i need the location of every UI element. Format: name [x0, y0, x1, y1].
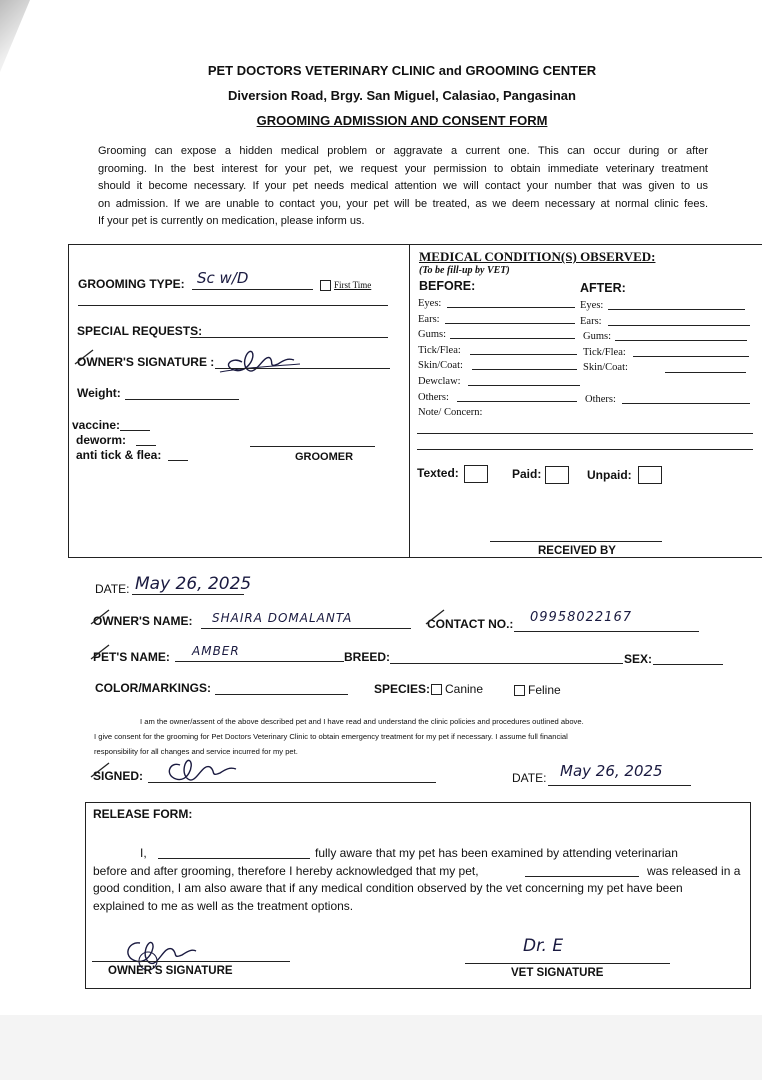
species-label: SPECIES:: [374, 682, 431, 696]
table-divider: [409, 244, 410, 557]
before-list: [418, 296, 482, 421]
note-label: Note/ Concern:: [418, 407, 483, 419]
grooming-type-label: GROOMING TYPE:: [78, 277, 185, 291]
medical-title: MEDICAL CONDITION(S) OBSERVED:: [419, 249, 656, 264]
medical-subtitle: (To be fill-up by VET): [419, 265, 510, 276]
pet-name-label: PET'S NAME:: [93, 650, 170, 664]
paid-label: Paid:: [512, 467, 542, 481]
groomer-signature-line: [250, 446, 375, 447]
special-requests-field[interactable]: [190, 337, 388, 338]
color-label: COLOR/MARKINGS:: [95, 681, 211, 695]
owner-signature-mark: [212, 344, 302, 378]
consent-date-value: May 26, 2025: [560, 762, 663, 780]
paid-checkbox[interactable]: [545, 466, 569, 484]
special-requests-label: SPECIAL REQUESTS:: [77, 324, 203, 338]
before-ears: Ears:: [418, 313, 440, 325]
unpaid-checkbox[interactable]: [638, 466, 662, 484]
before-dewclaw: Dewclaw:: [418, 375, 461, 387]
owner-signature-release-label: OWNER'S SIGNATURE: [108, 965, 233, 977]
before-eyes: Eyes:: [418, 298, 442, 309]
signed-strike: [89, 761, 111, 779]
sex-field[interactable]: [653, 664, 723, 665]
owner-name-strike: [89, 608, 111, 626]
release-paragraph: I, fully aware that my pet has been examined by attending veterinarian before and after grooming, therefore I hereby acknowledged that my pet, was released in a good condition, I am also aware that if any medical condition observed by the vet concerning my pet have been explained to me as well as the treatment options.: [93, 846, 741, 913]
received-by-label: RECEIVED BY: [538, 545, 616, 557]
contact-value: 09958022167: [530, 610, 632, 625]
consent-paragraph: I am the owner/assent of the above described pet and I have read and understand the clinic policies and procedures outlined above. I give consent for the grooming for Pet Doctors Veterinary Clinic to obtain emergency treatment for my pet if necessary. I assume full financial responsibility for all changes and service incurred for my pet.: [94, 717, 584, 756]
received-by-line: [490, 541, 662, 542]
before-tick: Tick/Flea:: [418, 344, 461, 356]
after-ears: Ears:: [580, 315, 602, 327]
clinic-address: Diversion Road, Brgy. San Miguel, Calasiao, Pangasinan: [228, 88, 576, 103]
before-skin: Skin/Coat:: [418, 360, 463, 372]
after-eyes: Eyes:: [580, 300, 604, 311]
owner-signature-label: OWNER'S SIGNATURE :: [77, 355, 215, 369]
texted-checkbox[interactable]: [464, 465, 488, 483]
weight-label: Weight:: [77, 386, 121, 400]
deworm-field[interactable]: [136, 445, 156, 446]
vaccine-field[interactable]: [120, 430, 150, 431]
anti-tick-label: anti tick & flea:: [76, 448, 162, 462]
grooming-type-value: Sc w/D: [197, 269, 249, 287]
weight-field[interactable]: [125, 399, 239, 400]
texted-label: Texted:: [417, 466, 459, 480]
contact-strike: [424, 608, 446, 626]
release-pet-name-field[interactable]: [525, 876, 639, 877]
owner-label-strike: [73, 348, 95, 366]
after-skin: Skin/Coat:: [583, 362, 628, 374]
color-field[interactable]: [215, 694, 348, 695]
intro-paragraph: Grooming can expose a hidden medical problem or aggravate a current one. This can occur during or after grooming. In the best interest for your pet, we request your permission to obtain immediate veterinary treatment should it become necessary. If your pet needs medical attention we will contact your number that was given to us on admission. If we are unable to contact you, your pet will be treated, as we deem necessary at normal clinic fees. If your pet is currently on medication, please inform us.: [98, 145, 708, 227]
date-label: DATE:: [95, 582, 130, 596]
after-tick: Tick/Flea:: [583, 346, 626, 358]
scan-edge-shadow: [0, 0, 30, 72]
after-others: Others:: [585, 393, 616, 405]
before-label: BEFORE:: [419, 279, 476, 293]
contact-label: CONTACT NO.:: [427, 617, 514, 631]
anti-tick-field[interactable]: [168, 460, 188, 461]
owner-name-label: OWNER'S NAME:: [93, 614, 193, 628]
before-gums: Gums:: [418, 329, 447, 341]
breed-field[interactable]: [390, 663, 623, 664]
clinic-name: PET DOCTORS VETERINARY CLINIC and GROOMING CENTER: [207, 63, 597, 78]
signed-label: SIGNED:: [93, 769, 144, 783]
vet-signature-value: Dr. E: [523, 936, 564, 956]
breed-label: BREED:: [344, 650, 391, 664]
canine-option[interactable]: Canine: [431, 682, 483, 696]
before-others: Others:: [418, 391, 449, 403]
deworm-label: deworm:: [76, 433, 127, 447]
vaccine-label: vaccine:: [72, 418, 121, 432]
admission-table: [68, 244, 762, 558]
pet-name-value: AMBER: [192, 644, 240, 658]
owner-name-value: SHAIRA DOMALANTA: [212, 611, 353, 625]
release-title: RELEASE FORM:: [93, 807, 193, 821]
date-value: May 26, 2025: [135, 574, 252, 594]
vet-signature-label: VET SIGNATURE: [511, 967, 604, 979]
groomer-label: GROOMER: [295, 451, 354, 463]
pet-name-strike: [89, 643, 111, 661]
after-label: AFTER:: [580, 281, 626, 295]
after-gums: Gums:: [583, 331, 612, 343]
feline-option[interactable]: Feline: [514, 683, 561, 697]
sex-label: SEX:: [624, 652, 653, 666]
scan-bottom-margin: [0, 1015, 762, 1080]
after-list: [580, 298, 628, 407]
form-title: GROOMING ADMISSION AND CONSENT FORM: [256, 113, 548, 128]
unpaid-label: Unpaid:: [587, 468, 632, 482]
first-time-checkbox[interactable]: First Time: [320, 280, 371, 291]
release-owner-name-field[interactable]: [158, 858, 310, 859]
consent-date-label: DATE:: [512, 771, 547, 785]
